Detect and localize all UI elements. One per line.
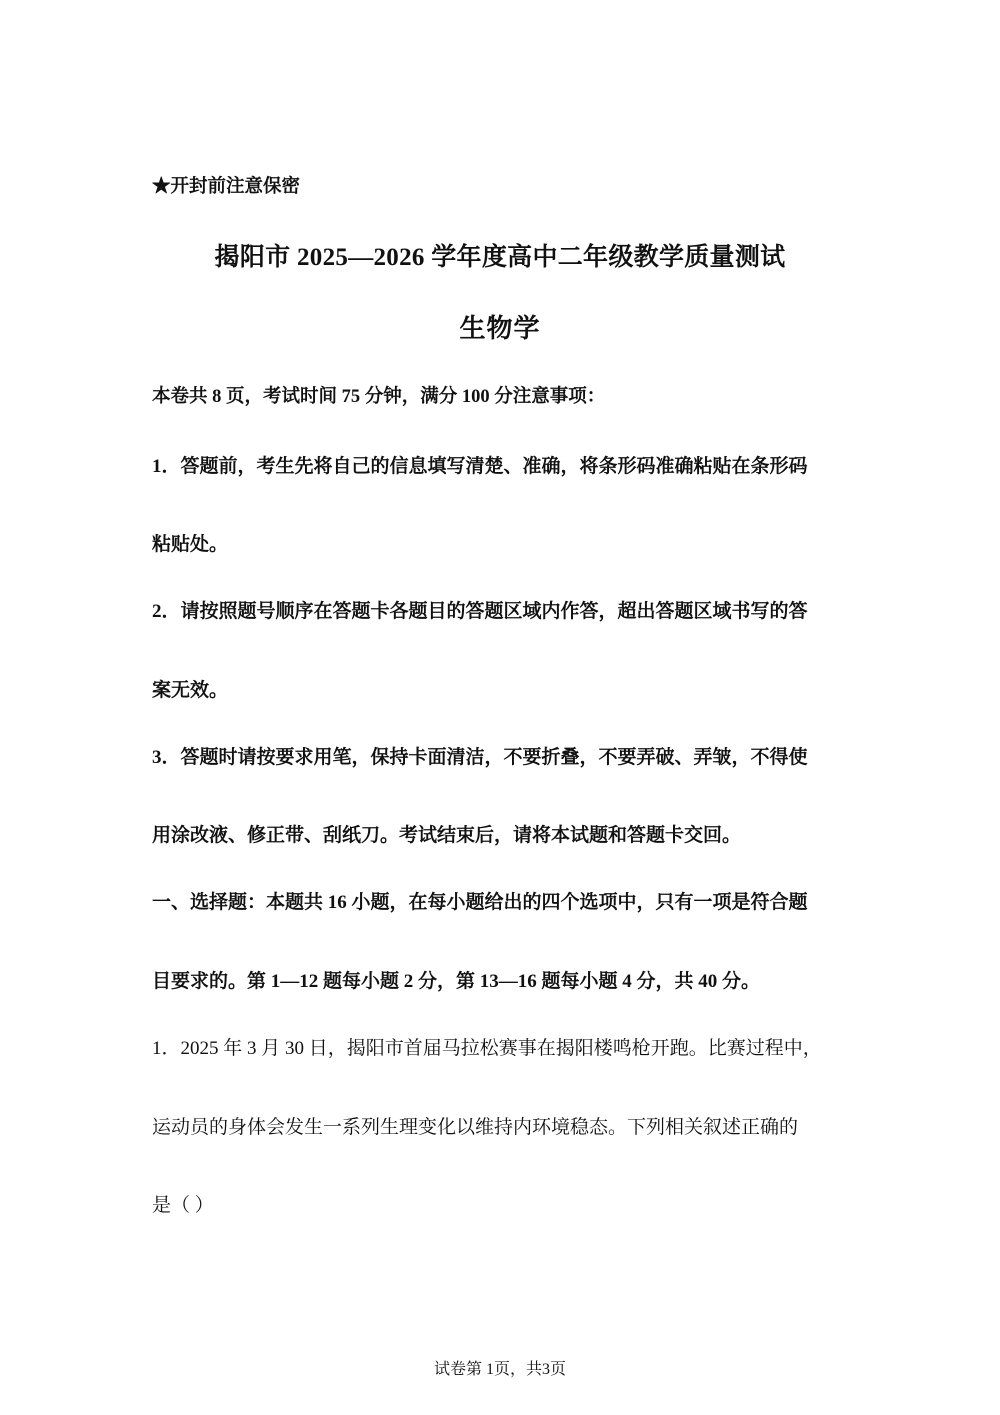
section-1-heading-line-1: 一、选择题：本题共 16 小题，在每小题给出的四个选项中，只有一项是符合题 — [152, 892, 808, 913]
instruction-3-line-2: 用涂改液、修正带、刮纸刀。考试结束后，请将本试题和答题卡交回。 — [152, 825, 742, 846]
instruction-1-line-1: 1．答题前，考生先将自己的信息填写清楚、准确，将条形码准确粘贴在条形码 — [152, 456, 808, 477]
question-1-line-3: 是（ ） — [152, 1195, 214, 1216]
question-1-line-2: 运动员的身体会发生一系列生理变化以维持内环境稳态。下列相关叙述正确的 — [152, 1117, 799, 1138]
confidential-notice: ★开封前注意保密 — [152, 177, 301, 197]
instruction-3-line-1: 3．答题时请按要求用笔，保持卡面清洁，不要折叠，不要弄破、弄皱，不得使 — [152, 747, 808, 768]
section-1-heading-line-2: 目要求的。第 1—12 题每小题 2 分，第 13—16 题每小题 4 分，共 40 分。 — [152, 971, 761, 992]
page-footer: 试卷第 1页，共3页 — [433, 1361, 566, 1378]
subject-title: 生物学 — [459, 314, 541, 343]
instruction-2-line-2: 案无效。 — [152, 680, 229, 701]
instruction-2-line-1: 2．请按照题号顺序在答题卡各题目的答题区域内作答，超出答题区域书写的答 — [152, 601, 808, 622]
instruction-1-line-2: 粘贴处。 — [152, 534, 229, 555]
exam-title: 揭阳市 2025—2026 学年度高中二年级教学质量测试 — [214, 244, 786, 271]
question-1-line-1: 1．2025 年 3 月 30 日，揭阳市首届马拉松赛事在揭阳楼鸣枪开跑。比赛过程中， — [152, 1038, 822, 1059]
exam-intro: 本卷共 8 页，考试时间 75 分钟，满分 100 分注意事项： — [152, 387, 606, 407]
